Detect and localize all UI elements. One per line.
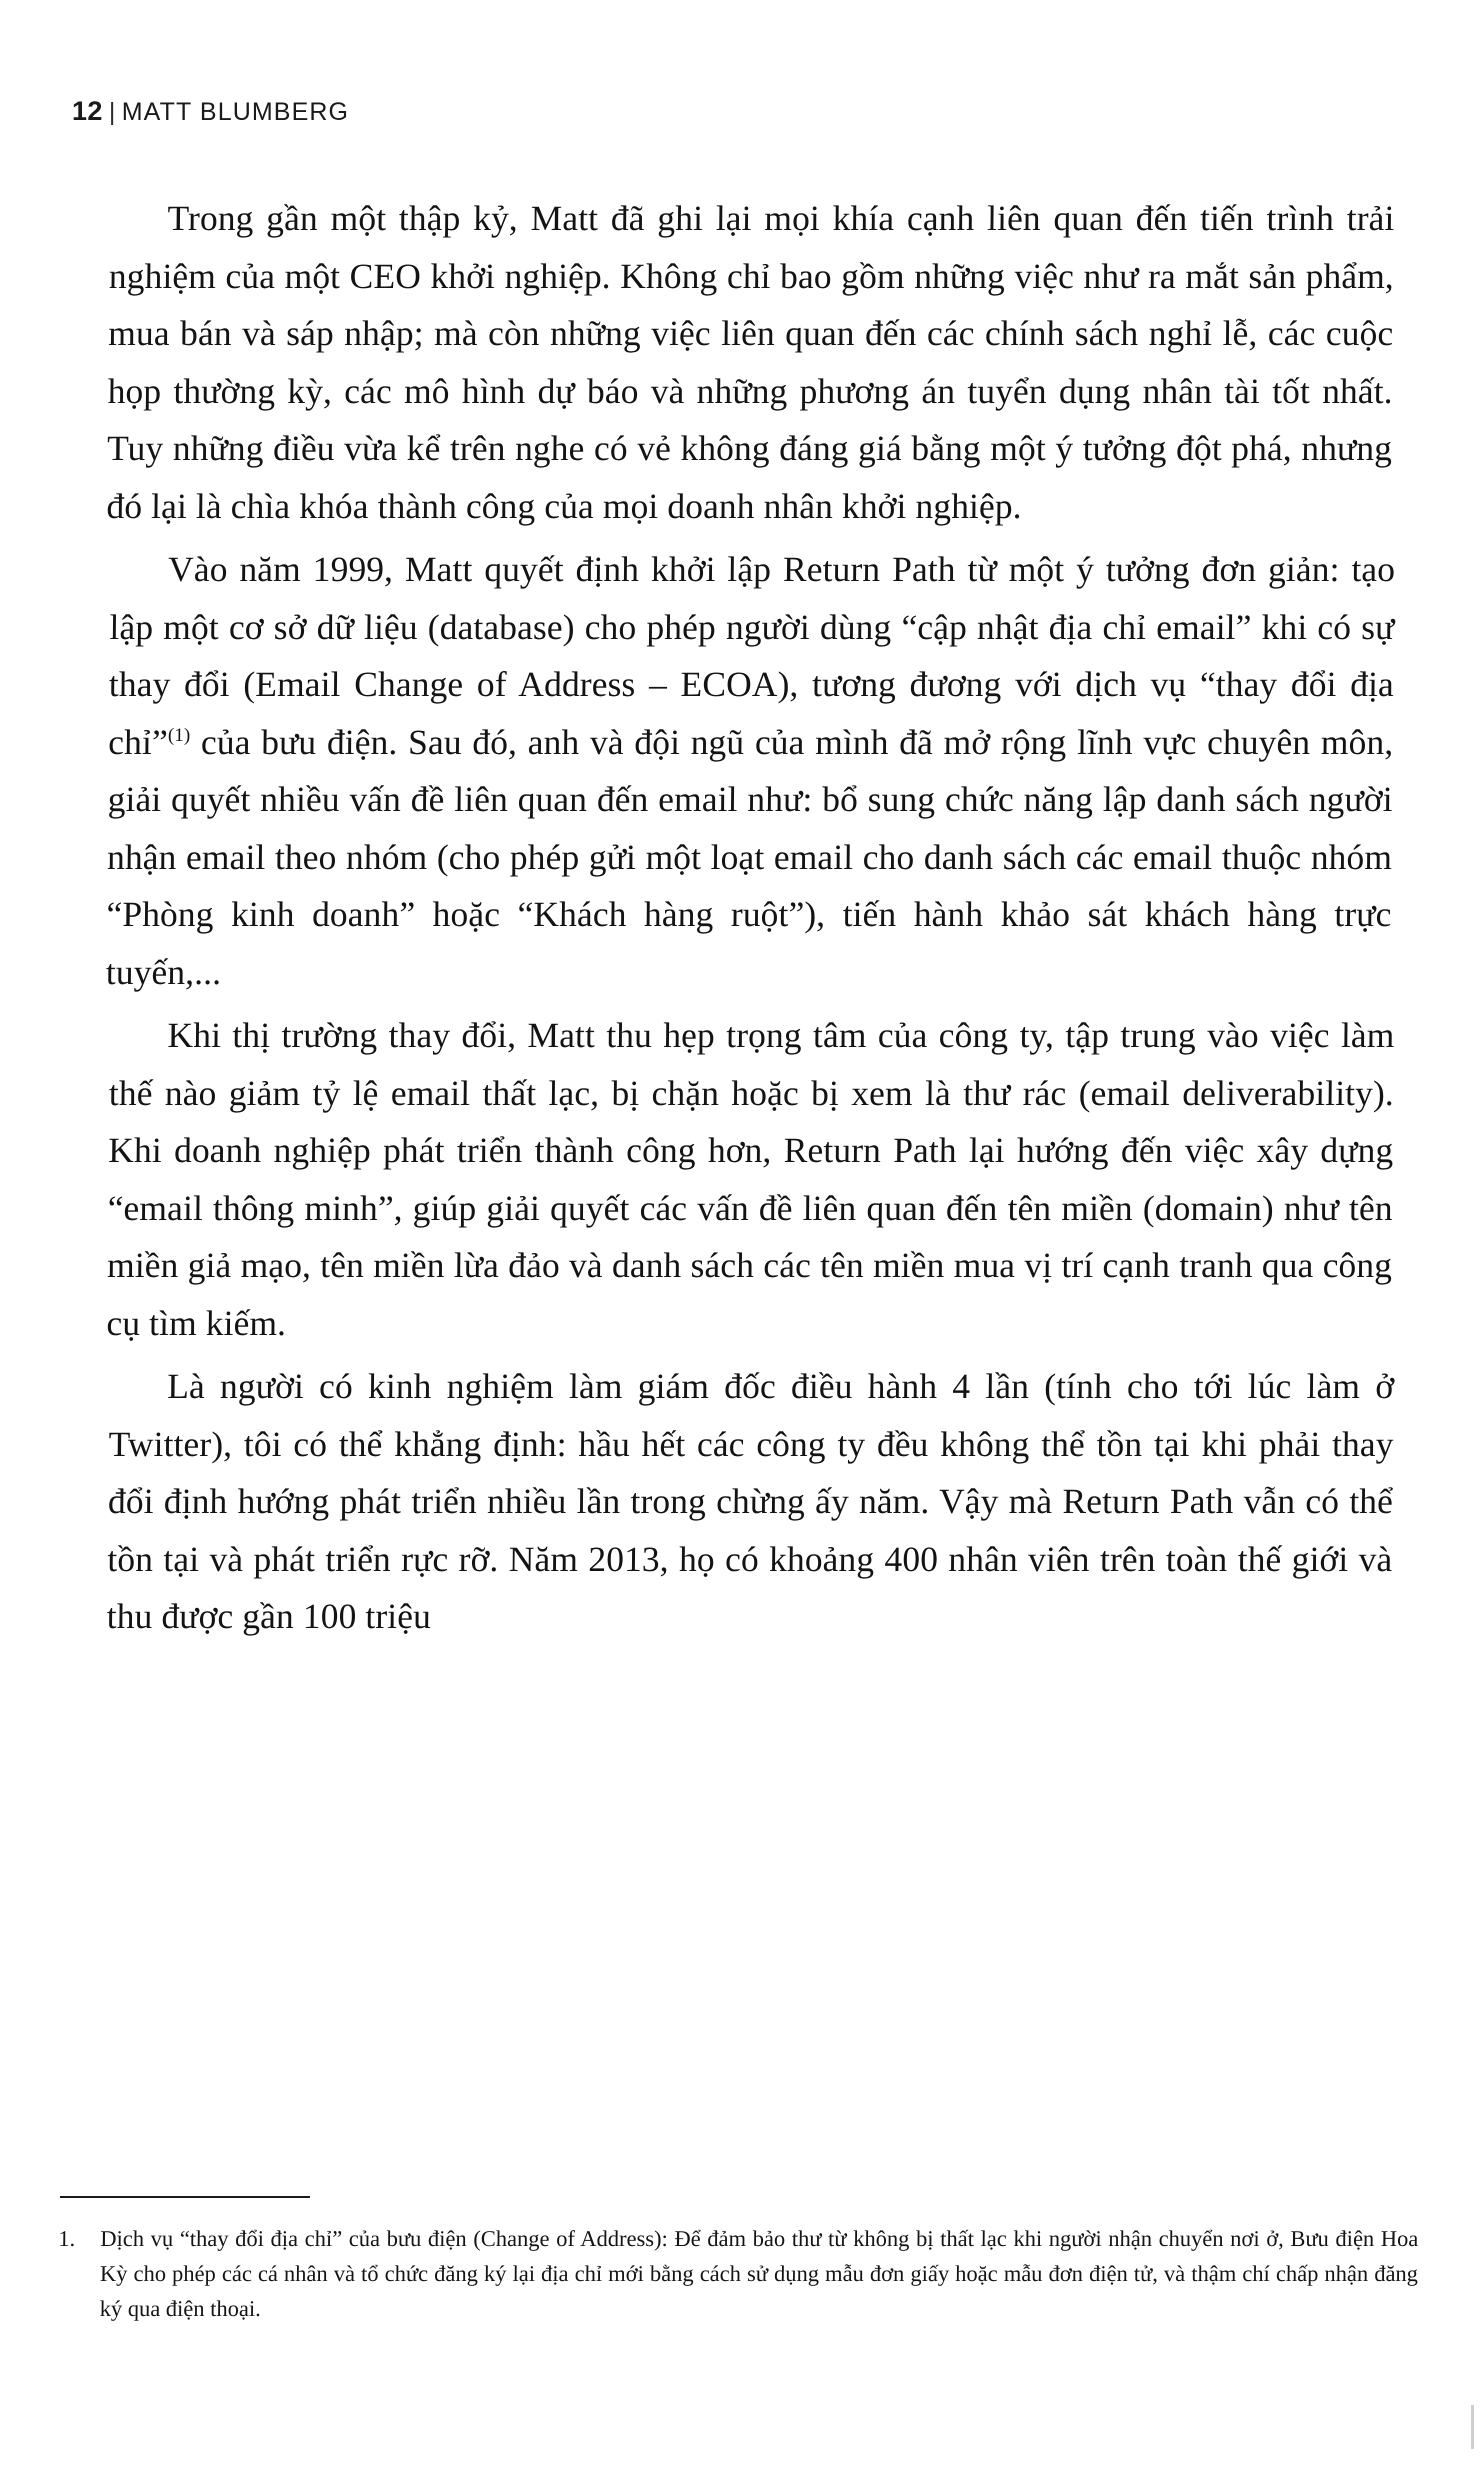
footnote-marker: (1) [167,724,191,746]
page-number: 12 [72,96,103,126]
body-text-column [105,190,1396,1652]
footnote-divider [60,2196,310,2198]
paragraph-2: Vào năm 1999, Matt quyết định khởi lập Return Path từ một ý tưởng đơn giản: tạo lập một cơ sở dữ liệu (database) cho phép người dùng “cập nhật địa chỉ email” khi có sự thay đổi (Email Change of Address – ECOA), tương đương với dịch vụ “thay đổi địa chỉ”$^{(1)}$ của bưu điện. Sau đó, anh và đội ngũ của mình đã mở rộng lĩnh vực chuyên môn, giải quyết nhiều vấn đề liên quan đến email như: bổ sung chức năng lập danh sách người nhận email theo nhóm (cho phép gửi một loạt email cho danh sách các email thuộc nhóm “Phòng kinh doanh” hoặc “Khách hàng ruột”), tiến hành khảo sát khách hàng trực tuyến,... [105,549,1396,992]
footnote-text: Dịch vụ “thay đổi địa chỉ” của bưu điện (Change of Address): Để đảm bảo thư từ không bị thất lạc khi người nhận chuyển nơi ở, Bưu điện Hoa Kỳ cho phép các cá nhân và tổ chức đăng ký lại địa chỉ mới bằng cách sử dụng mẫu đơn giấy hoặc mẫu đơn điện tử, và thậm chí chấp nhận đăng ký qua điện thoại. [99,2226,1419,2321]
paragraph-1: Trong gần một thập kỷ, Matt đã ghi lại mọi khía cạnh liên quan đến tiến trình trải nghiệm của một CEO khởi nghiệp. Không chỉ bao gồm những việc như ra mắt sản phẩm, mua bán và sáp nhập; mà còn những việc liên quan đến các chính sách nghỉ lễ, các cuộc họp thường kỳ, các mô hình dự báo và những phương án tuyển dụng nhân tài tốt nhất. Tuy những điều vừa kể trên nghe có vẻ không đáng giá bằng một ý tưởng đột phá, nhưng đó lại là chìa khóa thành công của mọi doanh nhân khởi nghiệp. [106,198,1395,526]
header-separator: | [108,98,116,126]
paragraph-3: Khi thị trường thay đổi, Matt thu hẹp trọng tâm của công ty, tập trung vào việc làm thế nào giảm tỷ lệ email thất lạc, bị chặn hoặc bị xem là thư rác (email deliverability). Khi doanh nghiệp phát triển thành công hơn, Return Path lại hướng đến việc xây dựng “email thông minh”, giúp giải quyết các vấn đề liên quan đến tên miền (domain) như tên miền giả mạo, tên miền lừa đảo và danh sách các tên miền mua vị trí cạnh tranh qua công cụ tìm kiếm. [106,1015,1395,1343]
paragraph-4: Là người có kinh nghiệm làm giám đốc điều hành 4 lần (tính cho tới lúc làm ở Twitter), tôi có thể khẳng định: hầu hết các công ty đều không thể tồn tại khi phải thay đổi định hướng phát triển nhiều lần trong chừng ấy năm. Vậy mà Return Path vẫn có thể tồn tại và phát triển rực rỡ. Năm 2013, họ có khoảng 400 nhân viên trên toàn thế giới và thu được gần 100 triệu [106,1366,1395,1636]
page-edge-mark [1471,2405,1474,2449]
running-head: MATT BLUMBERG [121,98,350,126]
footnote [57,2222,1418,2327]
page-header [72,96,349,127]
footnote-number: 1. [58,2226,76,2251]
